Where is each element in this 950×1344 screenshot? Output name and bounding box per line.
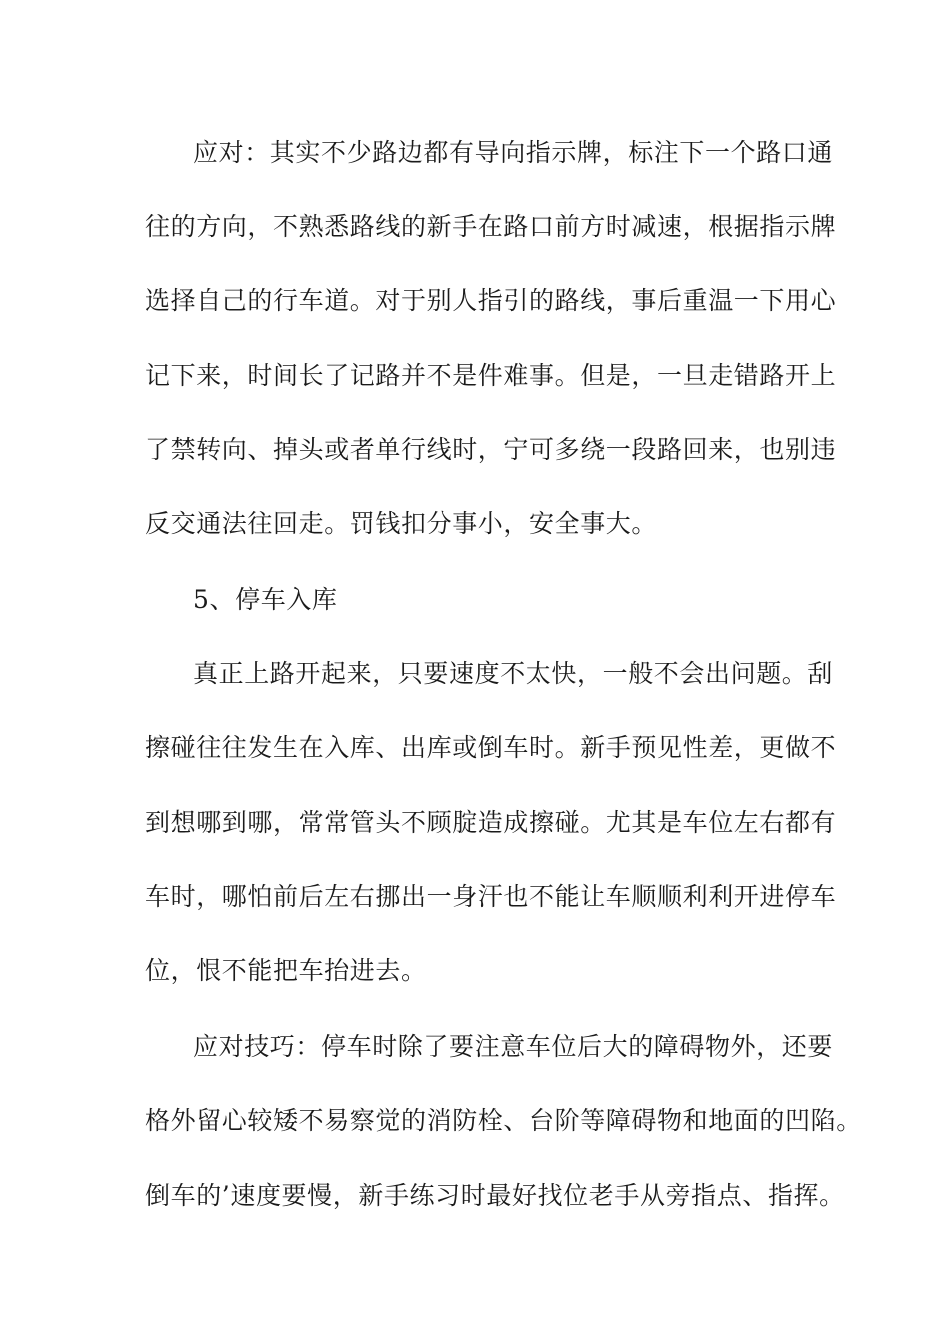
paragraph-2-line-5: 位，恨不能把车抬进去。 [145,956,427,985]
paragraph-2-line-2: 擦碰往往发生在入库、出库或倒车时。新手预见性差，更做不 [145,733,837,762]
paragraph-3-line-3: 倒车的’速度要慢，新手练习时最好找位老手从旁指点、指挥。 [145,1181,845,1210]
paragraph-1-line-3: 选择自己的行车道。对于别人指引的路线，事后重温一下用心 [145,286,837,315]
paragraph-1-line-1: 应对：其实不少路边都有导向指示牌，标注下一个路口通 [193,138,834,167]
paragraph-1-line-4: 记下来，时间长了记路并不是件难事。但是，一旦走错路开上 [145,361,837,390]
paragraph-3-line-1: 应对技巧：停车时除了要注意车位后大的障碍物外，还要 [193,1032,834,1061]
paragraph-2-line-3: 到想哪到哪，常常管头不顾腚造成擦碰。尤其是车位左右都有 [145,808,837,837]
paragraph-1-line-2: 往的方向，不熟悉路线的新手在路口前方时减速，根据指示牌 [145,212,837,241]
paragraph-2-line-1: 真正上路开起来，只要速度不太快，一般不会出问题。刮 [193,659,834,688]
paragraph-1-line-5: 了禁转向、掉头或者单行线时，宁可多绕一段路回来，也别违 [145,435,837,464]
paragraph-3-line-2: 格外留心较矮不易察觉的消防栓、台阶等障碍物和地面的凹陷。 [145,1106,862,1135]
paragraph-1-line-6: 反交通法往回走。罚钱扣分事小，安全事大。 [145,509,658,538]
paragraph-2-line-4: 车时，哪怕前后左右挪出一身汗也不能让车顺顺利利开进停车 [145,882,837,911]
section-heading: 5、停车入库 [193,585,338,614]
